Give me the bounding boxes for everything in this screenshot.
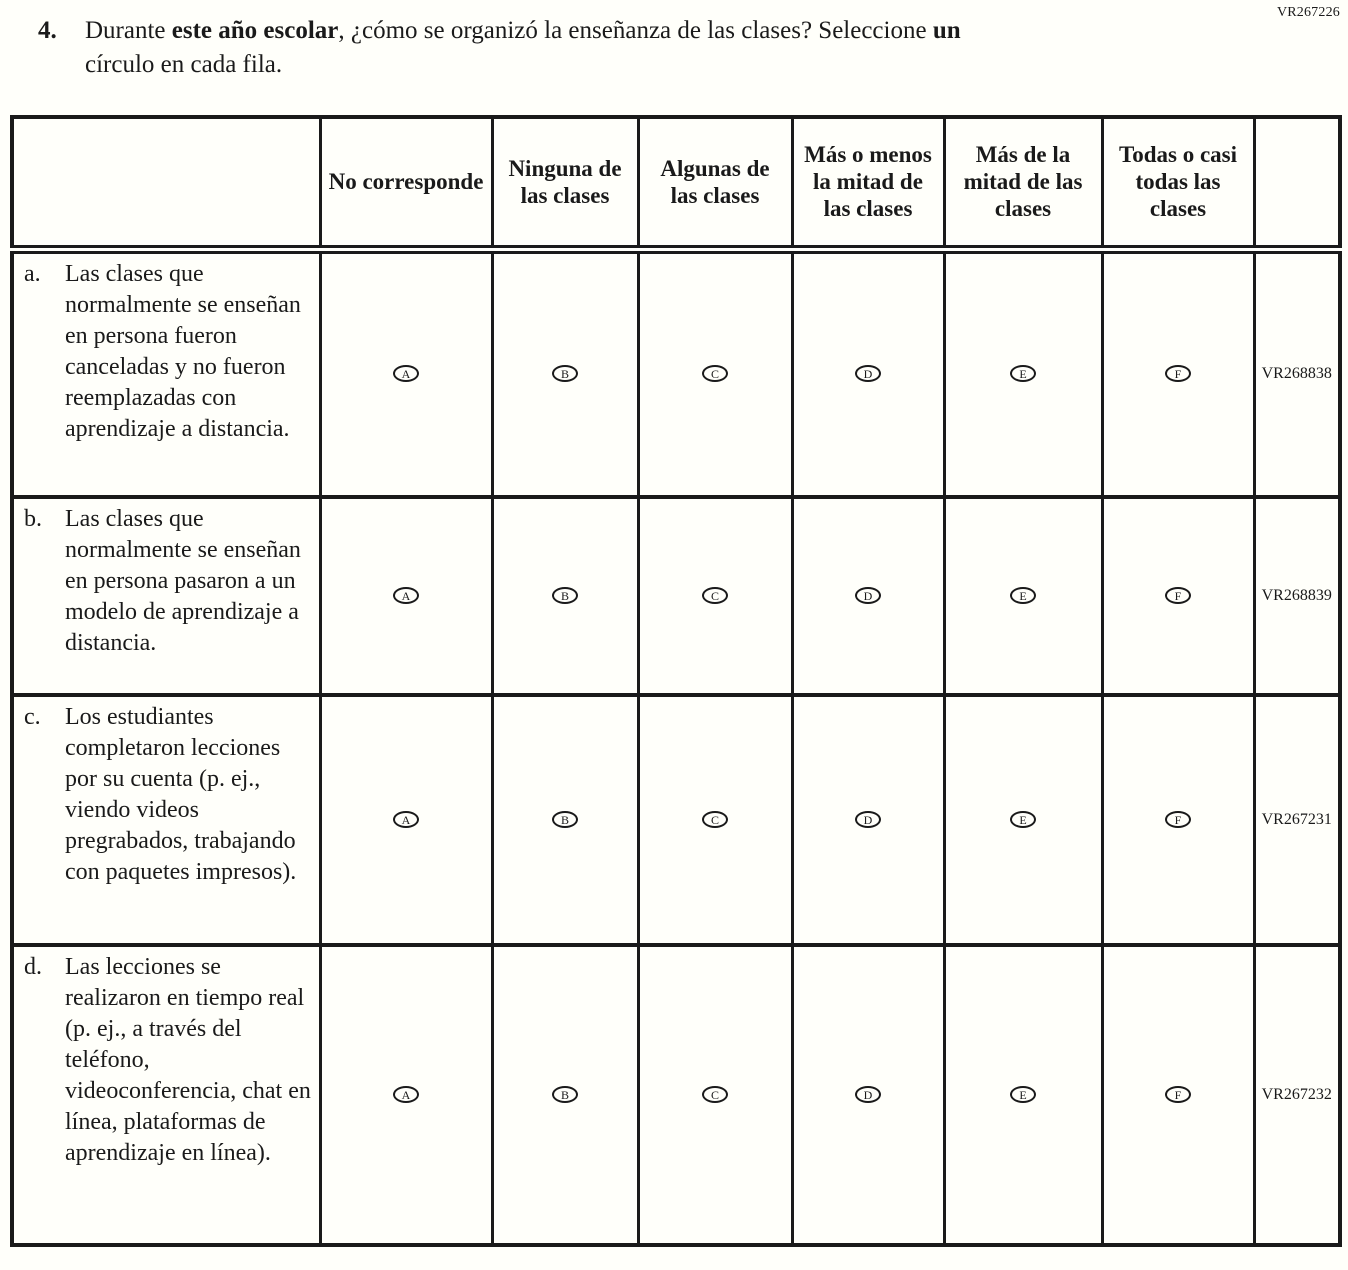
row-a-cell-E (944, 249, 1102, 497)
row-a-statement: Las clases que normalmente se enseñan en persona fueron canceladas y no fueron reemplazadas con aprendizaje a distancia. (65, 260, 301, 442)
row-a-cell-A (320, 249, 492, 497)
header-mas-o-menos-la-mitad: Más o menos la mitad de las clases (792, 117, 944, 249)
row-a-cell-C (638, 249, 792, 497)
row-b-option-bubble-F[interactable]: F (1165, 587, 1191, 604)
row-b-letter: b. (24, 506, 42, 532)
header-algunas-de-las-clases: Algunas de las clases (638, 117, 792, 249)
row-a-option-bubble-A[interactable]: A (393, 365, 419, 382)
question-text-part: Durante (85, 17, 172, 44)
row-d-option-bubble-D[interactable]: D (855, 1086, 881, 1103)
row-d-letter: d. (24, 954, 42, 980)
row-d-statement: Las lecciones se realizaron en tiempo real (p. ej., a través del teléfono, videoconferencia, chat en línea, plataformas de aprendizaje en línea). (65, 954, 311, 1166)
row-b-option-bubble-E[interactable]: E (1010, 587, 1036, 604)
row-b-option-bubble-D[interactable]: D (855, 587, 881, 604)
row-c-cell-B (492, 695, 638, 945)
row-c-option-bubble-A[interactable]: A (393, 811, 419, 828)
header-code-column-empty (1254, 117, 1340, 249)
row-d-option-bubble-F[interactable]: F (1165, 1086, 1191, 1103)
row-c-option-bubble-B[interactable]: B (552, 811, 578, 828)
row-a-label-cell (12, 249, 320, 497)
question-block (38, 14, 961, 82)
row-a-letter: a. (24, 260, 41, 287)
header-todas-o-casi-todas: Todas o casi todas las clases (1102, 117, 1254, 249)
row-a-cell-F (1102, 249, 1254, 497)
row-b-option-bubble-A[interactable]: A (393, 587, 419, 604)
row-b-cell-B (492, 497, 638, 695)
response-matrix-table (10, 115, 1342, 1247)
row-c-cell-E (944, 695, 1102, 945)
row-a-item-code: VR268838 (1254, 249, 1340, 497)
question-line-2: círculo en cada fila. (85, 51, 283, 78)
row-d-option-bubble-E[interactable]: E (1010, 1086, 1036, 1103)
row-d-option-bubble-B[interactable]: B (552, 1086, 578, 1103)
row-d-cell-C (638, 945, 792, 1245)
row-b-cell-D (792, 497, 944, 695)
row-b-cell-F (1102, 497, 1254, 695)
row-c-item-code: VR267231 (1254, 695, 1340, 945)
header-no-corresponde: No corresponde (320, 117, 492, 249)
row-b-cell-A (320, 497, 492, 695)
row-c-cell-C (638, 695, 792, 945)
table-row-c (12, 695, 1340, 945)
header-mas-de-la-mitad: Más de la mitad de las clases (944, 117, 1102, 249)
table-row-d (12, 945, 1340, 1245)
row-d-cell-E (944, 945, 1102, 1245)
row-b-option-bubble-B[interactable]: B (552, 587, 578, 604)
row-d-cell-A (320, 945, 492, 1245)
question-text (85, 14, 961, 82)
header-corner-empty (12, 117, 320, 249)
question-text-part: , ¿cómo se organizó la enseñanza de las clases? Seleccione (338, 17, 933, 44)
row-d-cell-F (1102, 945, 1254, 1245)
row-c-cell-A (320, 695, 492, 945)
row-b-statement: Las clases que normalmente se enseñan en persona pasaron a un modelo de aprendizaje a distancia. (65, 506, 301, 656)
header-ninguna-de-las-clases: Ninguna de las clases (492, 117, 638, 249)
table-row-a (12, 249, 1340, 497)
row-d-item-code: VR267232 (1254, 945, 1340, 1245)
row-d-cell-D (792, 945, 944, 1245)
row-d-option-bubble-C[interactable]: C (702, 1086, 728, 1103)
row-c-option-bubble-F[interactable]: F (1165, 811, 1191, 828)
row-a-option-bubble-B[interactable]: B (552, 365, 578, 382)
question-line-1 (85, 14, 961, 48)
row-b-item-code: VR268839 (1254, 497, 1340, 695)
row-d-label-cell (12, 945, 320, 1245)
row-b-cell-C (638, 497, 792, 695)
row-d-option-bubble-A[interactable]: A (393, 1086, 419, 1103)
row-a-option-bubble-C[interactable]: C (702, 365, 728, 382)
row-c-label-cell (12, 695, 320, 945)
row-b-option-bubble-C[interactable]: C (702, 587, 728, 604)
row-a-option-bubble-F[interactable]: F (1165, 365, 1191, 382)
row-c-letter: c. (24, 704, 41, 730)
question-number: 4. (38, 17, 57, 44)
header-row (12, 117, 1340, 249)
row-c-statement: Los estudiantes completaron lecciones por su cuenta (p. ej., viendo videos pregrabados, trabajando con paquetes impresos). (65, 704, 297, 885)
row-a-option-bubble-E[interactable]: E (1010, 365, 1036, 382)
row-c-cell-F (1102, 695, 1254, 945)
question-text-bold: este año escolar (171, 17, 339, 44)
row-d-cell-B (492, 945, 638, 1245)
row-a-cell-D (792, 249, 944, 497)
row-a-cell-B (492, 249, 638, 497)
row-b-label-cell (12, 497, 320, 695)
row-c-option-bubble-E[interactable]: E (1010, 811, 1036, 828)
table-row-b (12, 497, 1340, 695)
form-code-top-right: VR267226 (1276, 5, 1340, 20)
row-c-option-bubble-D[interactable]: D (855, 811, 881, 828)
row-c-option-bubble-C[interactable]: C (702, 811, 728, 828)
row-b-cell-E (944, 497, 1102, 695)
row-c-cell-D (792, 695, 944, 945)
row-a-option-bubble-D[interactable]: D (855, 365, 881, 382)
question-text-bold: un (932, 17, 961, 44)
